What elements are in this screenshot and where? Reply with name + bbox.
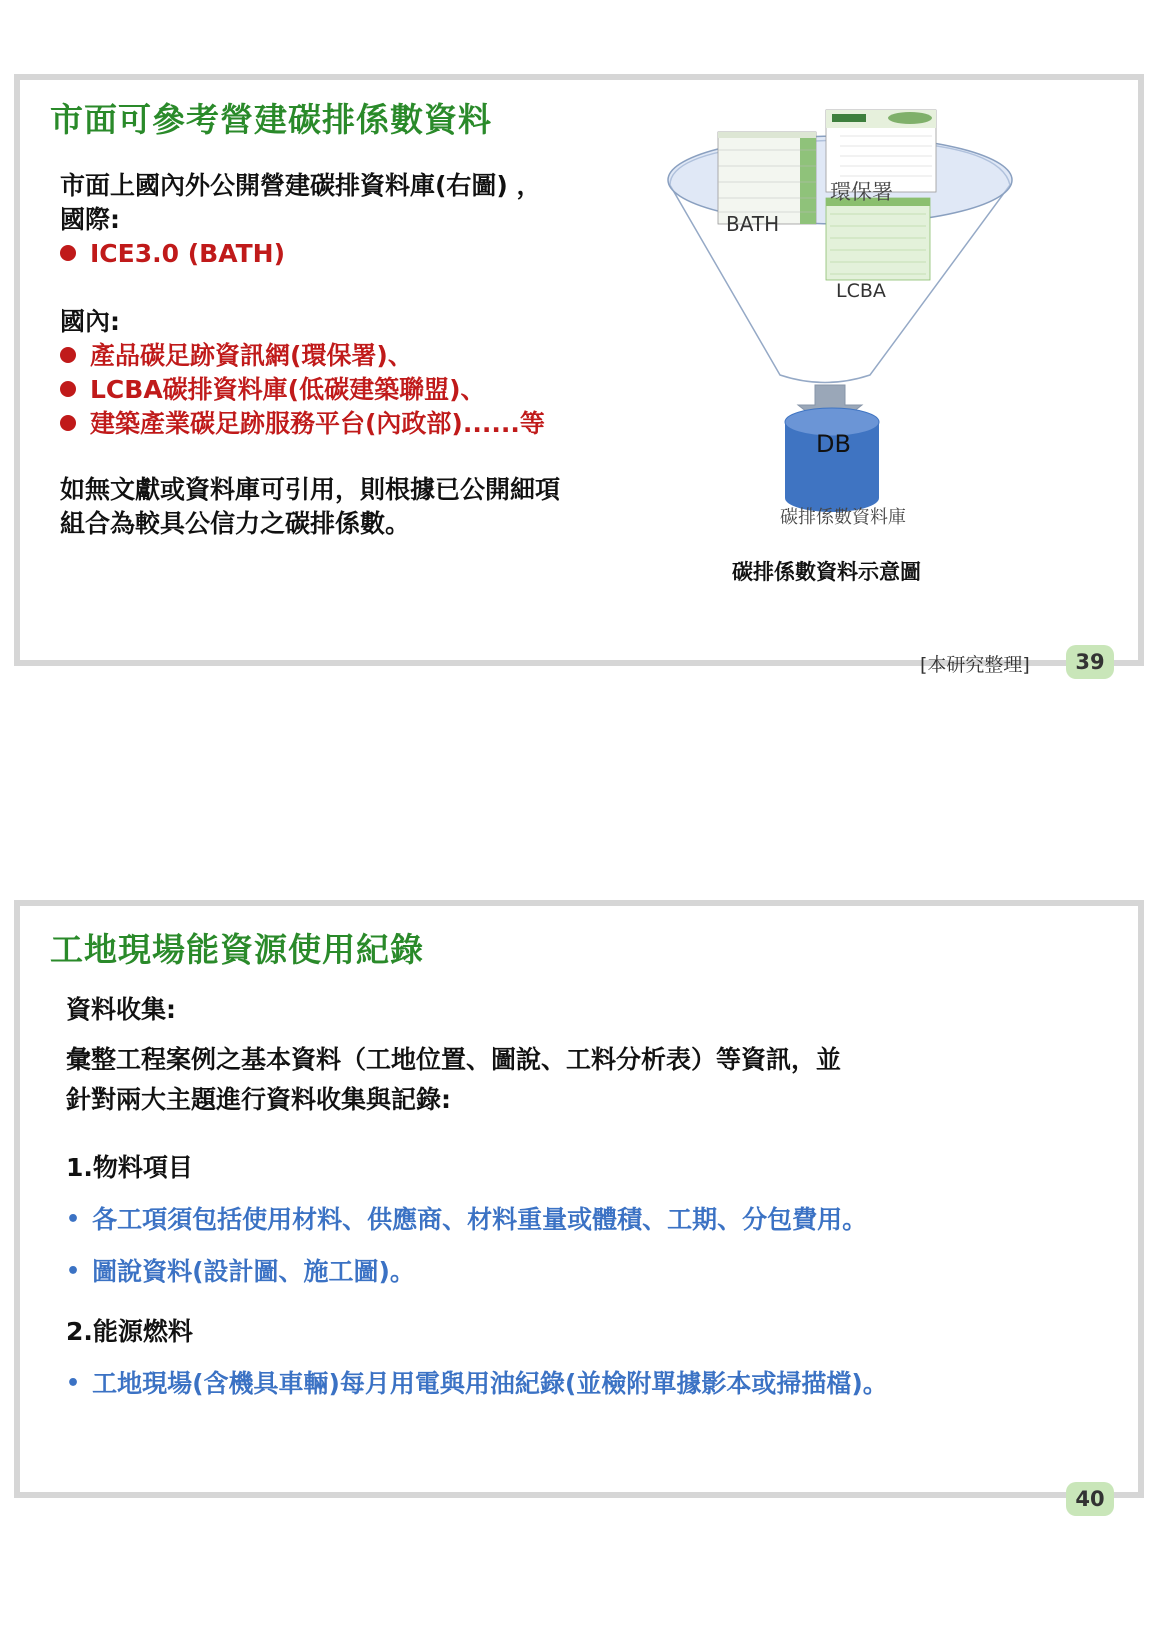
note-line-2: 組合為較具公信力之碳排係數。: [60, 509, 411, 538]
database-cylinder-icon: [785, 408, 879, 512]
source-note: [本研究整理]: [920, 654, 1030, 676]
bullet-dot-icon: •: [66, 1259, 81, 1284]
topic-2-heading: 2.能源燃料: [66, 1317, 193, 1346]
topic-1-item-label: 各工項須包括使用材料、供應商、材料重量或體積、工期、分包費用。: [92, 1205, 868, 1234]
topic-1-item: [66, 1254, 415, 1290]
intl-item: [60, 236, 285, 272]
section-label: 資料收集:: [66, 995, 176, 1024]
bullet-dot-icon: •: [66, 1207, 81, 1232]
domestic-item: [60, 372, 486, 408]
topic-1-item-label: 圖說資料(設計圖、施工圖)。: [92, 1257, 415, 1286]
figure-caption: 碳排係數資料示意圖: [732, 560, 921, 584]
slide-title: 工地現場能資源使用紀錄: [50, 930, 424, 969]
domestic-item-label: 建築產業碳足跡服務平台(內政部)......等: [90, 409, 545, 438]
bath-label: BATH: [726, 212, 780, 236]
note-line-1: 如無文獻或資料庫可引用，則根據已公開細項: [60, 475, 561, 504]
intro-text: 市面上國內外公開營建碳排資料庫(右圖) ，: [60, 171, 542, 200]
slide-39: [14, 74, 1144, 666]
description-line-2: 針對兩大主題進行資料收集與記錄:: [66, 1085, 451, 1114]
description-line-1: 彙整工程案例之基本資料（工地位置、圖說、工料分析表）等資訊，並: [66, 1045, 842, 1074]
domestic-item: [60, 406, 545, 442]
domestic-item-label: 產品碳足跡資訊網(環保署)、: [90, 341, 413, 370]
topic-1-item: [66, 1202, 867, 1238]
db-caption: 碳排係數資料庫: [780, 507, 906, 528]
domestic-label: 國內:: [60, 307, 120, 336]
page-number-40: 40: [1066, 1482, 1114, 1516]
slide-40: [14, 900, 1144, 1498]
domestic-item: [60, 338, 413, 374]
domestic-item-label: LCBA碳排資料庫(低碳建築聯盟)、: [90, 375, 486, 404]
db-label: DB: [816, 430, 851, 458]
bath-table-thumbnail: [718, 132, 816, 224]
epa-label: 環保署: [830, 180, 893, 204]
lcba-label: LCBA: [836, 280, 886, 302]
bullet-dot-icon: •: [66, 1371, 81, 1396]
topic-2-item-label: 工地現場(含機具車輛)每月用電與用油紀錄(並檢附單據影本或掃描檔)。: [92, 1369, 888, 1398]
bullet-dot-icon: [60, 347, 76, 363]
slide-title: 市面可參考營建碳排係數資料: [50, 100, 492, 139]
intl-item-label: ICE3.0 (BATH): [90, 239, 286, 268]
bullet-dot-icon: [60, 245, 76, 261]
lcba-table-thumbnail: [826, 198, 930, 280]
topic-2-item: [66, 1366, 888, 1402]
topic-1-heading: 1.物料項目: [66, 1153, 193, 1182]
international-label: 國際:: [60, 205, 120, 234]
bullet-dot-icon: [60, 415, 76, 431]
funnel-diagram: [640, 100, 1120, 540]
page-number-39: 39: [1066, 645, 1114, 679]
bullet-dot-icon: [60, 381, 76, 397]
